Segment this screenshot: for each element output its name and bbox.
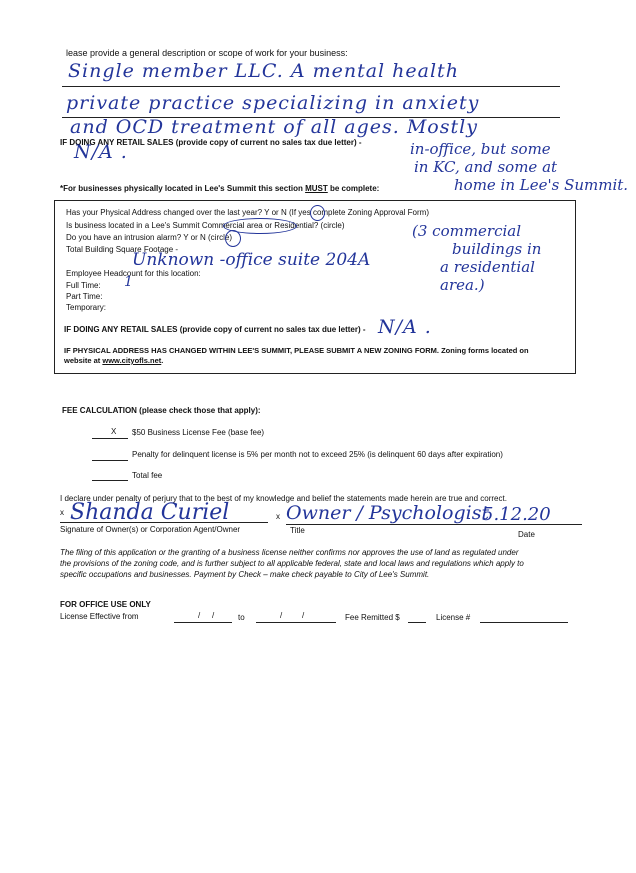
residential-note-1: (3 commercial: [412, 222, 522, 240]
retail-sales-answer-top: N/A .: [74, 141, 128, 163]
business-location-question: Is business located in a Lee's Summit Commercial area or Residential? (circle): [66, 221, 345, 230]
website-link[interactable]: www.cityofls.net: [102, 356, 162, 365]
square-footage-answer: Unknown -office suite 204A: [132, 250, 371, 270]
lees-summit-heading: *For businesses physically located in Lee's Summit this section MUST be complete:: [60, 184, 380, 193]
disclaimer-line1: The filing of this application or the granting of a business license neither confirms nor approves the use of land as regulated under: [60, 548, 519, 557]
scope-handwriting-line2: private practice specializing in anxiety: [66, 92, 480, 114]
fee-item1-label: $50 Business License Fee (base fee): [132, 428, 265, 437]
fee-remitted-blank: [408, 622, 426, 623]
retail-sales-label-top: IF DOING ANY RETAIL SALES (provide copy of current no sales tax due letter) -: [60, 138, 362, 147]
license-number-label: License #: [436, 613, 471, 622]
intrusion-alarm-question: Do you have an intrusion alarm? Y or N (circle): [66, 233, 233, 242]
fee-heading: FEE CALCULATION (please check those that apply):: [62, 406, 261, 415]
effective-to-blank: [256, 622, 336, 623]
effective-from-blank: [174, 622, 232, 623]
retail-sales-answer: N/A .: [378, 316, 432, 338]
scope-prompt: lease provide a general description or scope of work for your business:: [66, 48, 348, 58]
retail-sales-label: IF DOING ANY RETAIL SALES (provide copy of current no sales tax due letter) -: [64, 325, 366, 334]
address-changed-n-circle: [310, 205, 325, 221]
effective-from-slash-1: /: [198, 611, 201, 620]
license-effective-label: License Effective from: [60, 612, 139, 621]
scope-side-note-1: in-office, but some: [410, 140, 551, 158]
square-footage-label: Total Building Square Footage -: [66, 245, 179, 254]
scope-rule-1: [62, 86, 560, 87]
to-label: to: [238, 613, 245, 622]
part-time-label: Part Time:: [66, 292, 103, 301]
scope-handwriting-line1: Single member LLC. A mental health: [68, 60, 459, 82]
full-time-label: Full Time:: [66, 281, 101, 290]
date-label: Date: [518, 530, 535, 539]
residential-note-3: a residential: [440, 258, 535, 276]
scope-side-note-2: in KC, and some at: [414, 158, 558, 176]
title-x-mark: x: [276, 512, 280, 521]
title-label: Title: [290, 526, 305, 535]
disclaimer-line3: specific occupations and businesses. Payment by Check – make check payable to City of Lee's Summit.: [60, 570, 430, 579]
fee-item1-blank: [92, 438, 128, 439]
signature: Shanda Curiel: [70, 500, 230, 525]
fee-item3-blank: [92, 480, 128, 481]
title-date-rule: [286, 524, 582, 525]
effective-to-slash-2: /: [302, 611, 305, 620]
intrusion-alarm-n-circle: [225, 230, 241, 247]
fee-remitted-label: Fee Remitted $: [345, 613, 400, 622]
title-value: Owner / Psychologist: [286, 502, 490, 524]
signature-rule: [60, 522, 268, 523]
disclaimer-line2: the provisions of the zoning code, and is further subject to all applicable federal, state and local laws and regulations which apply to: [60, 559, 524, 568]
address-change-note: IF PHYSICAL ADDRESS HAS CHANGED WITHIN LEE'S SUMMIT, PLEASE SUBMIT A NEW ZONING FORM. Zoning forms located on: [64, 346, 529, 355]
fee-item2-blank: [92, 460, 128, 461]
scope-handwriting-line3: and OCD treatment of all ages. Mostly: [70, 116, 478, 138]
signature-x-mark: x: [60, 508, 64, 517]
signature-label: Signature of Owner(s) or Corporation Agent/Owner: [60, 525, 241, 534]
office-use-heading: FOR OFFICE USE ONLY: [60, 600, 151, 609]
residential-note-4: area.): [440, 276, 485, 294]
license-number-blank: [480, 622, 568, 623]
effective-from-slash-2: /: [212, 611, 215, 620]
website-note: website at www.cityofls.net.: [64, 356, 164, 365]
fee-item3-label: Total fee: [132, 471, 163, 480]
effective-to-slash-1: /: [280, 611, 283, 620]
temporary-label: Temporary:: [66, 303, 107, 312]
fee-item1-check: X: [111, 427, 117, 436]
residential-note-2: buildings in: [452, 240, 542, 258]
full-time-value: 1: [124, 274, 133, 290]
fee-item2-label: Penalty for delinquent license is 5% per month not to exceed 25% (is delinquent 60 days after expiration): [132, 450, 503, 459]
date-value: 5.12.20: [482, 504, 551, 525]
declaration-statement: I declare under penalty of perjury that to the best of my knowledge and belief the statements made herein are true and correct.: [60, 494, 507, 503]
scope-side-note-3: home in Lee's Summit.: [454, 176, 629, 194]
headcount-label: Employee Headcount for this location:: [66, 269, 201, 278]
address-changed-question: Has your Physical Address changed over the last year? Y or N (If yes complete Zoning Approval Form): [66, 208, 429, 217]
